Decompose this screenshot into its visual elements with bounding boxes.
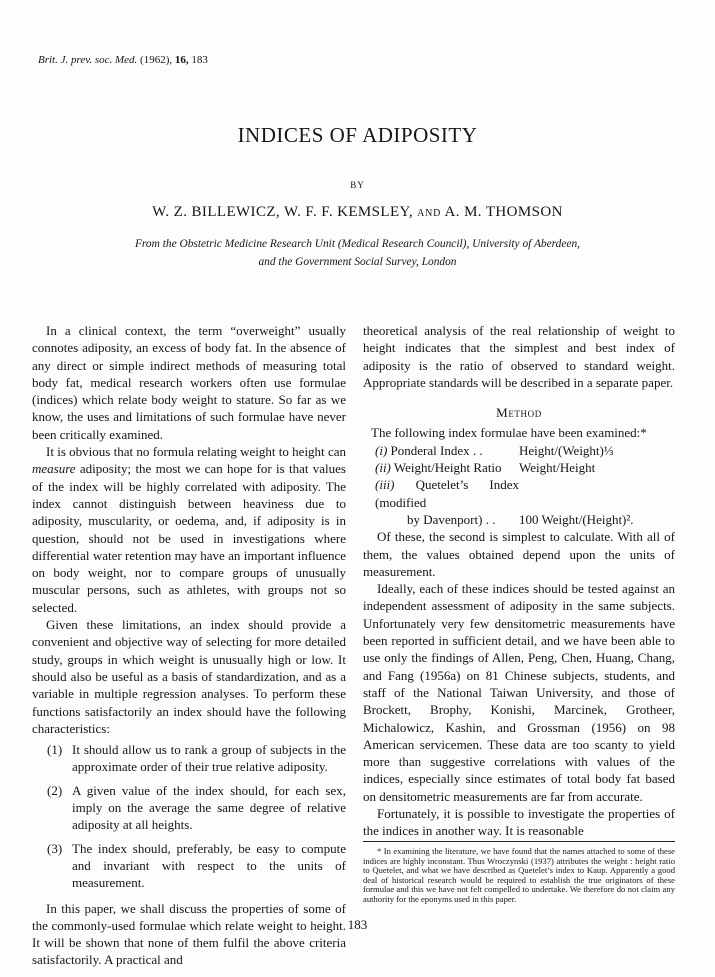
paragraph-summary: In this paper, we shall discuss the properties of some of the commonly-used formulae which relate weight to height. It will be shown that none of them fulfil the above criteria satisfactorily. A practical and: [32, 900, 346, 968]
index-label: Quetelet’s Index (modified: [375, 477, 519, 510]
index-formula: 100 Weight/(Height)².: [519, 511, 634, 527]
paragraph-intro: In a clinical context, the term “overweight” usually connotes adiposity, an excess of body fat. In the absence of any direct or simple indirect methods of measuring total body fat, medical research workers often use formulae (indices) which relate body weight to stature. So far as we know, the uses and limitations of such formulae have never been critically examined.: [32, 323, 346, 442]
criteria-item: [32, 782, 346, 834]
authors-and: AND: [417, 208, 442, 219]
left-column: [32, 322, 346, 969]
heading-text: Method: [496, 405, 542, 421]
index-label: Weight/Height Ratio: [393, 460, 502, 476]
byline-label: BY: [350, 180, 365, 190]
paragraph-properties: Fortunately, it is possible to investigate the properties of the indices in another way. It is reasonable: [363, 806, 675, 839]
index-name: [363, 511, 519, 528]
journal-year: (1962),: [140, 54, 173, 66]
journal-citation: [38, 54, 208, 66]
author-list: [0, 204, 715, 221]
emphasis-measure: measure: [32, 461, 76, 477]
affiliation: [40, 235, 675, 271]
index-formula: [519, 476, 675, 511]
paragraph-method-intro: The following index formulae have been examined:*: [371, 425, 647, 441]
criteria-item: [32, 741, 346, 776]
index-numeral: (i): [375, 442, 388, 458]
footnote: [363, 847, 675, 905]
criteria-text: A given value of the index should, for each sex, imply on the average the same degree of relative adiposity at all heights.: [72, 782, 346, 833]
index-numeral: (iii): [375, 477, 395, 493]
index-label: by Davenport) . .: [407, 511, 496, 527]
paragraph-continuation: theoretical analysis of the real relationship of weight to height indicates that the simplest and best index of adiposity is the ratio of observed to standard weight. Appropriate standards will be described in a separate paper.: [363, 323, 675, 390]
affiliation-line-1: From the Obstetric Medicine Research Unit (Medical Research Council), University of Aberdeen,: [134, 238, 581, 250]
criteria-number: (1): [47, 742, 63, 758]
paragraph-limitations: Given these limitations, an index should provide a convenient and objective way of selecting for more detailed study, groups in which weight is unusually high or low. It should also be useful as a basis of standardization, and as a variable in multiple regression analyses. To perform these functions satisfactorily an index should have the following characteristics:: [32, 617, 346, 736]
criteria-text: The index should, preferably, be easy to compute and invariant with respect to the units of measurement.: [72, 840, 346, 891]
section-heading-method: [363, 404, 675, 421]
index-list: [363, 442, 675, 528]
footnote-text: * In examining the literature, we have found that the names attached to some of these indices are highly inconstant. Thus Wroczynski (1937) attributes the weight : height ratio to Quetelet, and what we have described as Quetelet’s index to Kaup. Apparently a good deal of historical research would be required to establish the true originators of these formulae and this we have not felt compelled to undertake. We therefore do not claim any authority for the eponyms used in this paper.: [363, 846, 675, 904]
footnote-rule: [363, 841, 675, 842]
right-column: [363, 322, 675, 840]
article-title: INDICES OF ADIPOSITY: [237, 123, 478, 147]
index-label: Ponderal Index . .: [390, 442, 483, 458]
criteria-number: (3): [47, 840, 63, 856]
criteria-list: [32, 741, 346, 891]
index-formula: Height/(Weight)⅓: [519, 442, 614, 458]
page-number: 183: [347, 917, 368, 932]
authors-last: A. M. THOMSON: [444, 204, 563, 220]
authors-first: W. Z. BILLEWICZ, W. F. F. KEMSLEY,: [152, 204, 413, 220]
journal-volume: 16,: [174, 54, 189, 66]
index-name: [363, 442, 519, 459]
index-name: [363, 459, 519, 476]
affiliation-line-2: and the Government Social Survey, London: [258, 256, 457, 268]
criteria-item: [32, 840, 346, 892]
text-run: It is obvious that no formula relating weight to height can: [46, 444, 346, 460]
paragraph-densitometry: Ideally, each of these indices should be tested against an independent assessment of adiposity in the same subjects. Unfortunately very few densitometric measurements have been reported in sufficient detail, and we have been able to use only the findings of Allen, Peng, Chen, Huang, Chang, and Fang (1956a) on 81 Chinese subjects, students, and staff of the National Taiwan University, and those of Brockett, Brophy, Konishi, Marcinek, Grotheer, Michalowicz, Kashin, and Grossman (1956) on 98 American servicemen. These data are too scanty to yield more than suggestive correlations with values of the indices, especially since estimates of total body fat based on densitometric measurements are far from accurate.: [363, 581, 675, 804]
index-formula: Weight/Height: [519, 460, 596, 476]
paragraph-measure: [32, 443, 346, 616]
journal-page: 183: [191, 54, 208, 66]
journal-name: Brit. J. prev. soc. Med.: [38, 54, 138, 66]
text-run: adiposity; the most we can hope for is that values of the index will be highly correlated with adiposity. The index cannot distinguish between heaviness due to adiposity, muscularity, or oedema, and, if adiposity is in question, should not be used in investigations where differential water retention may have an important influence on body weight, nor to compare groups of unusually muscular persons, such as athletes, with groups not so selected.: [32, 461, 346, 615]
paragraph-units: Of these, the second is simplest to calculate. With all of them, the values obtained depend upon the units of measurement.: [363, 529, 675, 579]
index-numeral: (ii): [375, 460, 391, 476]
criteria-text: It should allow us to rank a group of subjects in the approximate order of their true relative adiposity.: [72, 742, 346, 775]
index-name: [363, 476, 519, 511]
criteria-number: (2): [47, 782, 63, 798]
